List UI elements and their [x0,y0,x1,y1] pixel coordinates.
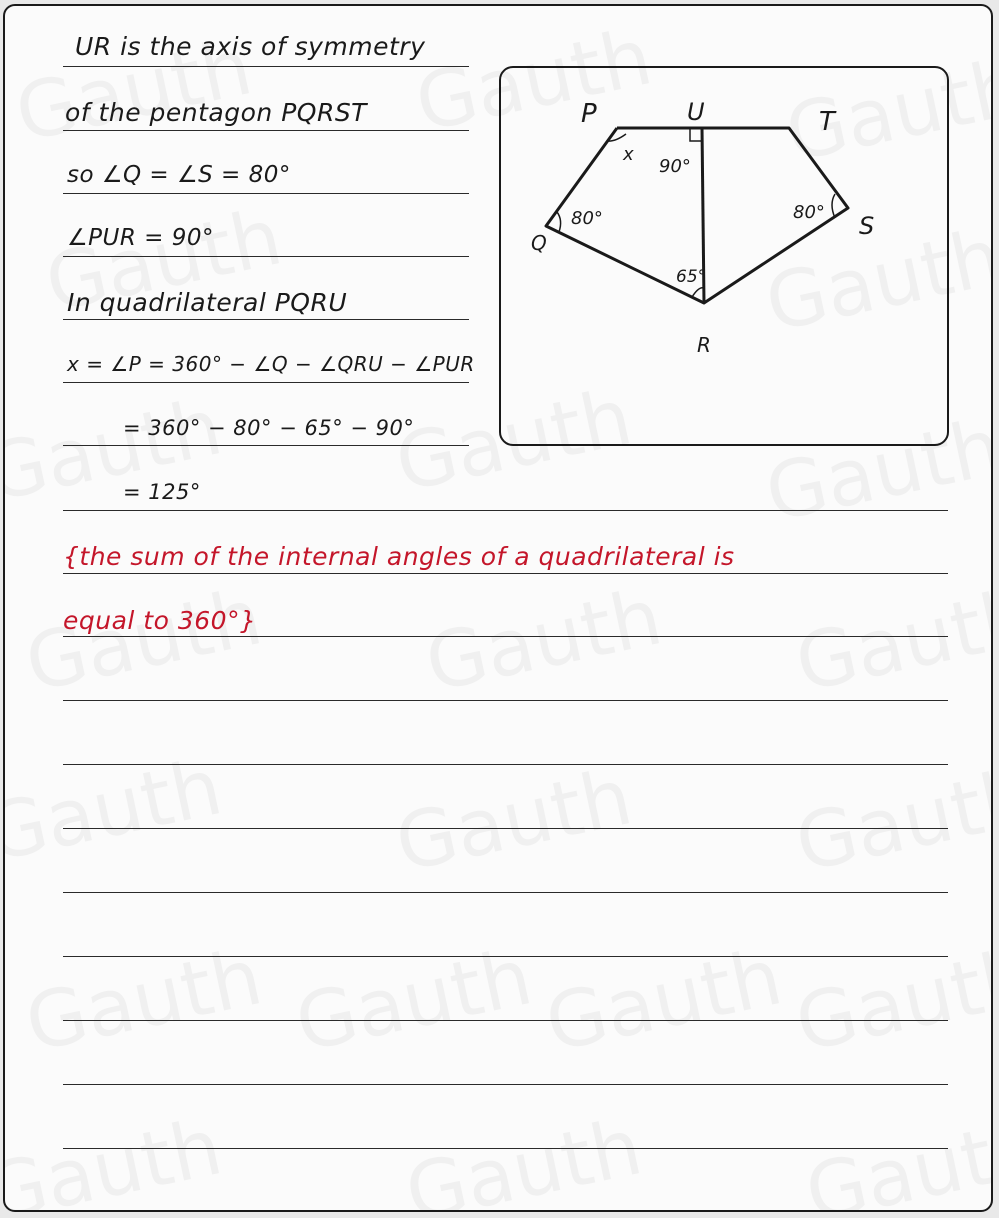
watermark [788,752,993,889]
ruled-line [63,66,469,67]
watermark [788,932,993,1069]
angle-label-x: x [623,144,634,165]
ruled-line [63,1020,948,1021]
angle-arc-s [832,194,835,218]
ruled-line [63,956,948,957]
ruled-line [63,130,469,131]
vertex-label-r: R [697,333,711,357]
vertex-label-s: S [859,212,875,240]
ruled-line [63,382,469,383]
ruled-line [63,256,469,257]
solution-line-3: so ∠Q = ∠S = 80° [67,162,291,188]
vertex-label-q: Q [531,231,547,255]
ruled-line [63,892,948,893]
angle-arc-r [692,288,704,297]
watermark [398,1102,649,1212]
ruled-line [63,828,948,829]
ruled-line [63,510,948,511]
ruled-line [63,445,469,446]
watermark [798,1102,993,1212]
solution-line-8: = 125° [123,480,201,504]
watermark [18,572,269,709]
solution-line-4: ∠PUR = 90° [67,225,214,251]
pentagon-diagram [501,68,951,448]
solution-line-5: In quadrilateral PQRU [67,288,348,317]
ruled-line [63,193,469,194]
angle-label-q: 80° [571,208,603,229]
notebook-page [3,4,993,1212]
solution-line-6: x = ∠P = 360° − ∠Q − ∠QRU − ∠PUR [67,352,475,376]
angle-arc-q [557,212,561,232]
vertex-label-u: U [687,98,705,126]
note-line-1: {the sum of the internal angles of a quadrilateral is [63,542,735,571]
ruled-line [63,1084,948,1085]
right-angle-mark [690,128,702,141]
ruled-line [63,636,948,637]
solution-line-1: UR is the axis of symmetry [75,32,426,61]
pentagon-figure [499,66,949,446]
ruled-line [63,764,948,765]
ruled-line [63,319,469,320]
watermark [3,742,229,879]
angle-label-pur: 90° [659,156,691,177]
watermark [788,572,993,709]
watermark [18,932,269,1069]
angle-label-s: 80° [793,202,825,223]
watermark [418,572,669,709]
ruled-line [63,573,948,574]
solution-line-7: = 360° − 80° − 65° − 90° [123,416,415,440]
solution-line-2: of the pentagon PQRST [65,98,367,127]
watermark [388,752,639,889]
vertex-label-p: P [581,99,597,129]
vertex-label-t: T [819,107,835,137]
ruled-line [63,1148,948,1149]
angle-label-qru: 65° [676,267,707,287]
note-line-2: equal to 360°} [63,606,257,635]
ruled-line [63,700,948,701]
watermark [538,932,789,1069]
watermark [3,1102,229,1212]
watermark [288,932,539,1069]
